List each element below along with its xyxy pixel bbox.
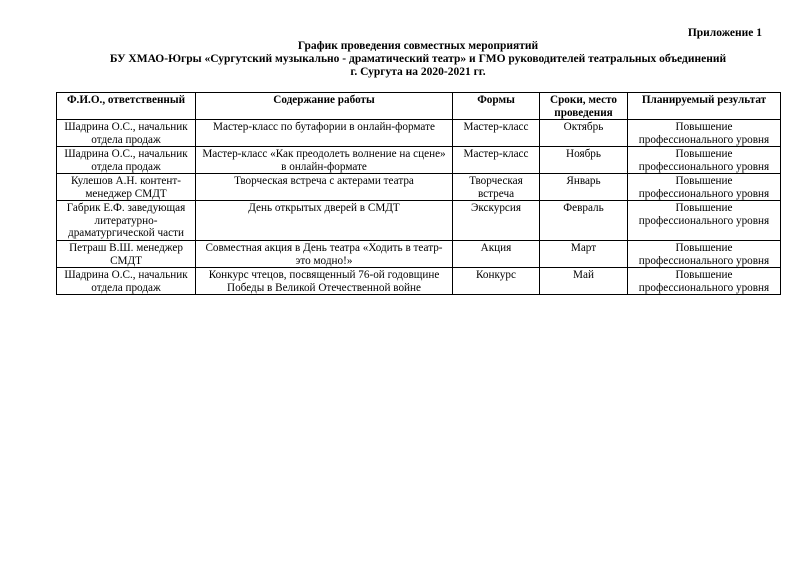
cell-content: Мастер-класс «Как преодолеть волнение на сцене» в онлайн-формате [196, 147, 453, 174]
table-row [57, 120, 781, 147]
cell-result: Повышение профессионального уровня [628, 201, 781, 241]
appendix-label: Приложение 1 [687, 27, 762, 39]
cell-form: Акция [453, 241, 540, 268]
document-title [56, 40, 780, 79]
cell-timing: Март [540, 241, 628, 268]
header-result: Планируемый результат [628, 93, 781, 120]
table-row [57, 241, 781, 268]
cell-result: Повышение профессионального уровня [628, 120, 781, 147]
cell-result: Повышение профессионального уровня [628, 147, 781, 174]
cell-form: Конкурс [453, 268, 540, 295]
table-row [57, 147, 781, 174]
cell-responsible: Шадрина О.С., начальник отдела продаж [57, 120, 196, 147]
table-row [57, 268, 781, 295]
cell-content: День открытых дверей в СМДТ [196, 201, 453, 241]
cell-result: Повышение профессионального уровня [628, 174, 781, 201]
cell-timing: Январь [540, 174, 628, 201]
cell-form: Экскурсия [453, 201, 540, 241]
cell-responsible: Габрик Е.Ф. заведующая литературно-драматургической части [57, 201, 196, 241]
cell-responsible: Кулешов А.Н. контент-менеджер СМДТ [57, 174, 196, 201]
header-responsible: Ф.И.О., ответственный [57, 93, 196, 120]
cell-timing: Ноябрь [540, 147, 628, 174]
cell-content: Мастер-класс по бутафории в онлайн-формате [196, 120, 453, 147]
table-header-row [57, 93, 781, 120]
title-line-2: БУ ХМАО-Югры «Сургутский музыкально - драматический театр» и ГМО руководителей театральных объединений [109, 53, 727, 65]
table-row [57, 201, 781, 241]
cell-result: Повышение профессионального уровня [628, 268, 781, 295]
cell-form: Творческая встреча [453, 174, 540, 201]
cell-content: Творческая встреча с актерами театра [196, 174, 453, 201]
cell-content: Конкурс чтецов, посвященный 76-ой годовщине Победы в Великой Отечественной войне [196, 268, 453, 295]
cell-responsible: Шадрина О.С., начальник отдела продаж [57, 147, 196, 174]
events-schedule-table [56, 92, 781, 295]
cell-form: Мастер-класс [453, 120, 540, 147]
cell-timing: Октябрь [540, 120, 628, 147]
header-content: Содержание работы [196, 93, 453, 120]
cell-responsible: Петраш В.Ш. менеджер СМДТ [57, 241, 196, 268]
table-row [57, 174, 781, 201]
cell-result: Повышение профессионального уровня [628, 241, 781, 268]
title-line-1: График проведения совместных мероприятий [297, 40, 539, 52]
cell-timing: Февраль [540, 201, 628, 241]
cell-timing: Май [540, 268, 628, 295]
cell-form: Мастер-класс [453, 147, 540, 174]
header-timing: Сроки, место проведения [540, 93, 628, 120]
cell-content: Совместная акция в День театра «Ходить в театр-это модно!» [196, 241, 453, 268]
header-form: Формы [453, 93, 540, 120]
cell-responsible: Шадрина О.С., начальник отдела продаж [57, 268, 196, 295]
title-line-3: г. Сургута на 2020-2021 гг. [350, 66, 486, 78]
